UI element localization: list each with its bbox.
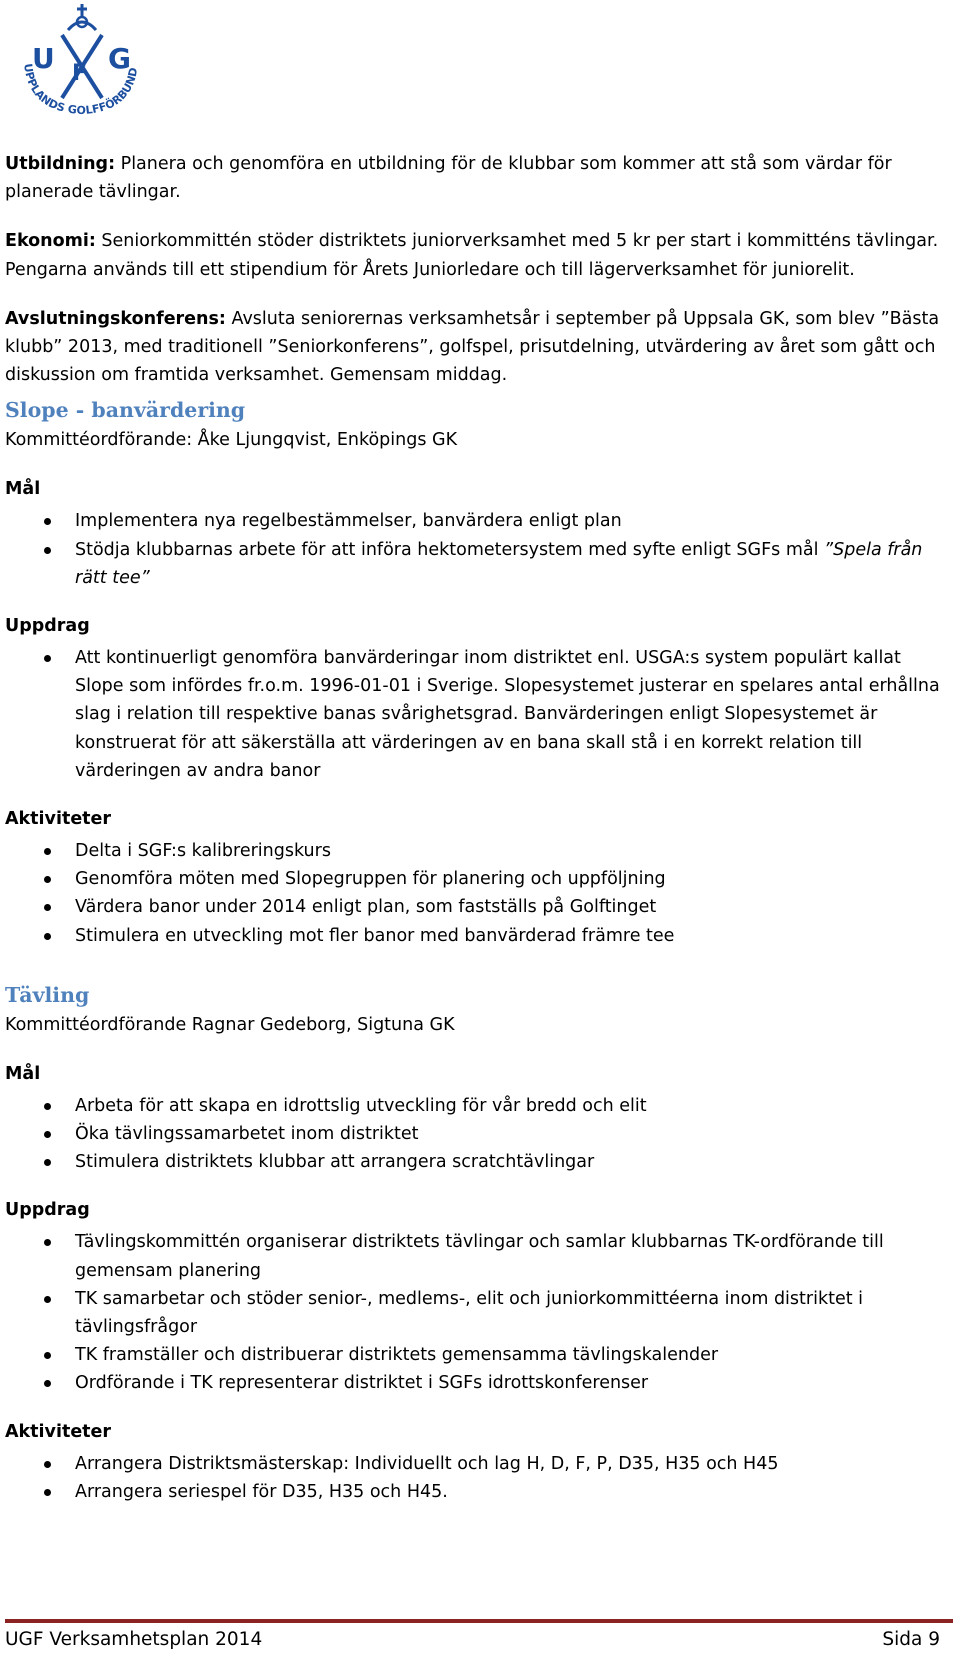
bullet-icon [44, 1489, 51, 1496]
bullet-icon [44, 1461, 51, 1468]
list-item: Tävlingskommittén organiserar distriktets tävlingar och samlar klubbarnas TK-ordförande till gemensam planering [5, 1228, 950, 1284]
svg-text:UPPLANDS GOLFFÖRBUND: UPPLANDS GOLFFÖRBUND [21, 62, 140, 118]
avslutning-text: Avsluta seniorernas verksamhetsår i september på Uppsala GK, som blev ”Bästa klubb” 2013, med traditionell ”Seniorkonferens”, golfspel, prisutdelning, utvärdering av året som gått och diskussion om framtida verksamhet. Gemensam middag. [5, 308, 940, 386]
list-item: Arrangera Distriktsmästerskap: Individuellt och lag H, D, F, P, D35, H35 och H45 [5, 1450, 950, 1478]
bullet-icon [44, 655, 51, 662]
avslutning-paragraph [5, 305, 950, 390]
list-item: Genomföra möten med Slopegruppen för planering och uppföljning [5, 865, 950, 893]
list-item: Stimulera en utveckling mot fler banor med banvärderad främre tee [5, 922, 950, 950]
avslutning-label: Avslutningskonferens: [5, 308, 226, 329]
footer-document-title: UGF Verksamhetsplan 2014 [5, 1629, 263, 1650]
bullet-icon [44, 1352, 51, 1359]
svg-text:U: U [32, 42, 55, 75]
footer-divider [5, 1619, 953, 1623]
svg-text:F: F [72, 61, 88, 86]
bullet-icon [44, 1159, 51, 1166]
upplands-golfforbund-logo [10, 0, 140, 122]
bullet-icon [44, 933, 51, 940]
bullet-icon [44, 1131, 51, 1138]
slope-uppdrag-list [5, 644, 950, 785]
list-item: Ordförande i TK representerar distriktet i SGFs idrottskonferenser [5, 1369, 950, 1397]
slope-aktiviteter-heading: Aktiviteter [5, 809, 112, 830]
bullet-icon [44, 1296, 51, 1303]
utbildning-paragraph [5, 150, 950, 206]
bullet-icon [44, 1380, 51, 1387]
utbildning-label: Utbildning: [5, 154, 116, 174]
list-item: Delta i SGF:s kalibreringskurs [5, 837, 950, 865]
list-item: Stimulera distriktets klubbar att arrangera scratchtävlingar [5, 1148, 950, 1176]
tavling-aktiviteter-heading: Aktiviteter [5, 1421, 112, 1442]
tavling-heading: Tävling [5, 982, 90, 1007]
slope-mal-heading: Mål [5, 479, 41, 500]
bullet-icon [44, 1103, 51, 1110]
tavling-mal-list [5, 1092, 950, 1177]
list-item: Öka tävlingssamarbetet inom distriktet [5, 1120, 950, 1148]
tavling-chair: Kommittéordförande Ragnar Gedeborg, Sigtuna GK [5, 1014, 455, 1035]
list-item: TK samarbetar och stöder senior-, medlems-, elit och juniorkommittéerna inom distriktet i tävlingsfrågor [5, 1285, 950, 1341]
spela-fran-ratt-tee: ”Spela från rätt tee” [75, 539, 923, 588]
bullet-icon [44, 848, 51, 855]
bullet-icon [44, 876, 51, 883]
tavling-uppdrag-list [5, 1228, 950, 1397]
utbildning-text: Planera och genomföra en utbildning för de klubbar som kommer att stå som värdar för planerade tävlingar. [5, 154, 892, 203]
list-item: Stödja klubbarnas arbete för att införa hektometersystem med syfte enligt SGFs mål ”Spela från rätt tee” [5, 536, 950, 592]
list-item: Att kontinuerligt genomföra banvärderingar inom distriktet enl. USGA:s system populärt kallat Slope som infördes fr.o.m. 1996-01-01 i Sverige. Slopesystemet justerar en spelares antal erhållna slag i relation till respektive banas svårighetsgrad. Banvärderingen enligt Slopesystemet är konstruerat för att säkerställa att värderingen av en bana skall stå i en korrekt relation till värderingen av andra banor [5, 644, 950, 785]
bullet-icon [44, 1239, 51, 1246]
bullet-icon [44, 547, 51, 554]
list-item: Arbeta för att skapa en idrottslig utveckling för vår bredd och elit [5, 1092, 950, 1120]
list-item: Implementera nya regelbestämmelser, banvärdera enligt plan [5, 507, 950, 535]
page-footer [5, 1625, 940, 1655]
ekonomi-paragraph [5, 227, 950, 283]
page-content [5, 150, 950, 1506]
tavling-mal-heading: Mål [5, 1063, 41, 1084]
list-item: Värdera banor under 2014 enligt plan, som fastställs på Golftinget [5, 893, 950, 921]
slope-chair: Kommittéordförande: Åke Ljungqvist, Enköpings GK [5, 430, 458, 451]
ekonomi-label: Ekonomi: [5, 231, 96, 252]
slope-mal-list [5, 507, 950, 592]
tavling-uppdrag-heading: Uppdrag [5, 1200, 90, 1221]
page-number: Sida 9 [882, 1629, 940, 1650]
list-item: TK framställer och distribuerar distriktets gemensamma tävlingskalender [5, 1341, 950, 1369]
tavling-aktiviteter-list [5, 1450, 950, 1506]
slope-aktiviteter-list [5, 837, 950, 950]
bullet-icon [44, 904, 51, 911]
ekonomi-text: Seniorkommittén stöder distriktets juniorverksamhet med 5 kr per start i kommitténs tävlingar. Pengarna används till ett stipendium för Årets Juniorledare och till lägerverksamhet för juniorelit. [5, 231, 939, 280]
svg-text:G: G [108, 42, 131, 75]
list-item: Arrangera seriespel för D35, H35 och H45. [5, 1478, 950, 1506]
slope-heading: Slope - banvärdering [5, 398, 246, 423]
bullet-icon [44, 518, 51, 525]
slope-uppdrag-heading: Uppdrag [5, 616, 90, 637]
